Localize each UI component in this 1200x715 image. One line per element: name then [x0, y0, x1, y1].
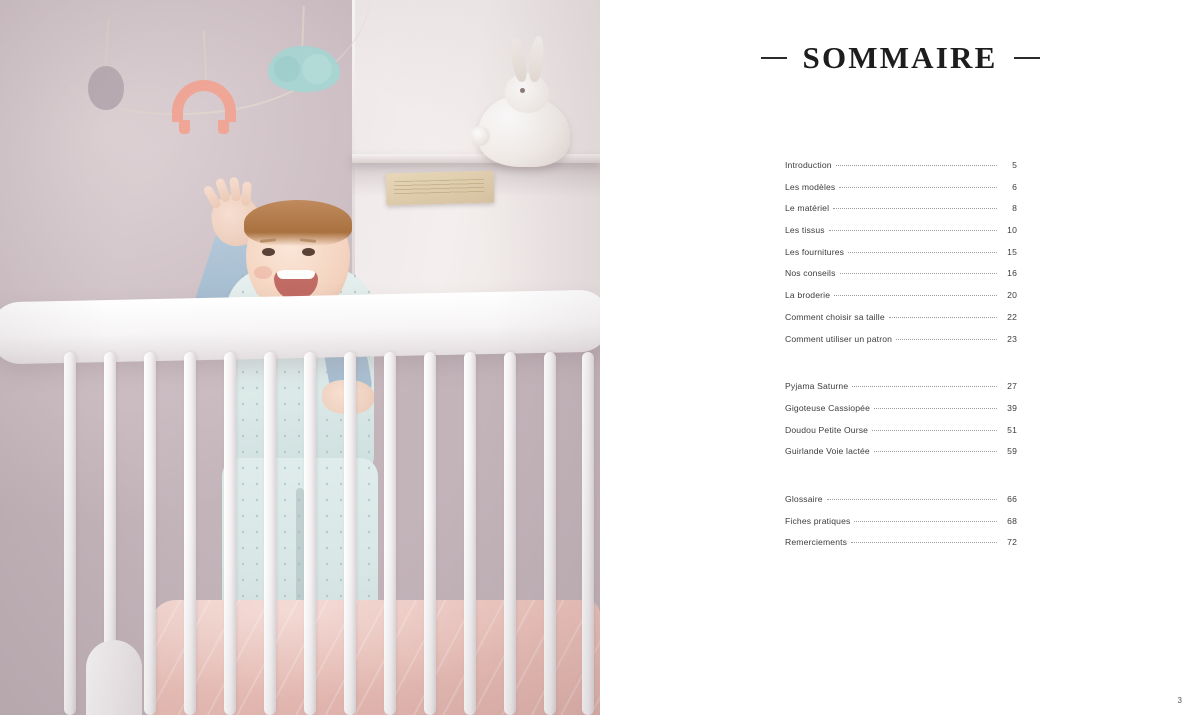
toc-group-back-matter: [785, 494, 1017, 559]
toc-entry[interactable]: [785, 312, 1017, 334]
crib-bar: [264, 352, 276, 715]
toc-entry-label: Gigoteuse Cassiopée: [785, 402, 871, 413]
toc-entry[interactable]: [785, 381, 1017, 403]
toc-entry-label: Glossaire: [785, 493, 823, 504]
toc-leader-dots: [827, 499, 997, 500]
toc-entry-page: 16: [1007, 268, 1017, 279]
crib-bar: [184, 352, 196, 715]
toc-leader-dots: [874, 451, 997, 452]
table-of-contents-page: [600, 0, 1200, 715]
ceramic-rabbit-tail: [470, 126, 490, 146]
crib-bar: [304, 352, 316, 715]
toc-entry-page: 22: [1007, 311, 1017, 322]
crib-bar: [544, 352, 556, 715]
toc-entry-label: La broderie: [785, 290, 831, 301]
toc-entry[interactable]: [785, 425, 1017, 447]
toc-entry[interactable]: [785, 290, 1017, 312]
toc-entry-page: 5: [1012, 160, 1017, 170]
toc-group-front-matter: [785, 160, 1017, 355]
grey-cloud-ornament: [88, 66, 124, 110]
toc-leader-dots: [872, 430, 997, 431]
toc-leader-dots: [834, 295, 997, 296]
toc-entry[interactable]: [785, 494, 1017, 516]
crib-bar: [582, 352, 594, 715]
toc-entry-label: Les modèles: [785, 181, 836, 192]
crib-bar: [64, 352, 76, 715]
toc-leader-dots: [836, 165, 997, 166]
toc-entry-label: Pyjama Saturne: [785, 381, 849, 392]
toc-entry-label: Remerciements: [785, 537, 848, 548]
toc-list: [785, 160, 1017, 559]
toc-leader-dots: [839, 187, 997, 188]
toc-entry-label: Comment choisir sa taille: [785, 311, 885, 322]
title-dash-right-icon: [1014, 57, 1040, 59]
toc-entry[interactable]: [785, 446, 1017, 468]
toc-entry[interactable]: [785, 182, 1017, 204]
toc-entry-label: Le matériel: [785, 203, 830, 214]
toc-entry-page: 23: [1007, 333, 1017, 344]
crib-bar: [144, 352, 156, 715]
toc-entry[interactable]: [785, 516, 1017, 538]
toc-entry[interactable]: [785, 225, 1017, 247]
toc-entry-label: Introduction: [785, 160, 832, 170]
page-folio: 3: [1177, 696, 1182, 705]
crib-bar: [464, 352, 476, 715]
toc-entry-page: 20: [1007, 290, 1017, 301]
crib-bars: [64, 352, 594, 715]
toc-entry-label: Nos conseils: [785, 268, 836, 279]
toc-leader-dots: [874, 408, 997, 409]
toc-entry[interactable]: [785, 247, 1017, 269]
toc-entry-label: Fiches pratiques: [785, 515, 851, 526]
toc-entry-page: 72: [1007, 537, 1017, 548]
toc-leader-dots: [829, 230, 997, 231]
toc-entry-page: 51: [1007, 424, 1017, 435]
title-dash-left-icon: [761, 57, 787, 59]
crib-bar: [384, 352, 396, 715]
toc-leader-dots: [833, 208, 997, 209]
blue-cloud-ornament: [268, 46, 340, 92]
toc-entry-label: Les fournitures: [785, 246, 845, 257]
page-title-text: SOMMAIRE: [802, 40, 998, 75]
page-title: [600, 40, 1200, 76]
baby-eye-right: [302, 248, 315, 256]
toc-leader-dots: [889, 317, 997, 318]
toc-leader-dots: [851, 542, 997, 543]
toc-entry-page: 10: [1007, 225, 1017, 236]
toc-entry-page: 15: [1007, 246, 1017, 257]
toc-entry[interactable]: [785, 537, 1017, 559]
ceramic-rabbit-eye: [520, 88, 525, 93]
crib-bar: [504, 352, 516, 715]
toc-entry-page: 66: [1007, 493, 1017, 504]
baby-cheek: [254, 266, 272, 279]
toc-entry-label: Comment utiliser un patron: [785, 333, 893, 344]
toc-entry-page: 59: [1007, 446, 1017, 457]
toc-entry-label: Doudou Petite Ourse: [785, 424, 869, 435]
toc-entry[interactable]: [785, 160, 1017, 182]
toc-entry[interactable]: [785, 334, 1017, 356]
toc-entry[interactable]: [785, 203, 1017, 225]
toc-leader-dots: [896, 339, 997, 340]
toc-leader-dots: [840, 273, 997, 274]
toc-entry-page: 8: [1012, 203, 1017, 214]
toc-leader-dots: [852, 386, 997, 387]
toc-entry-label: Les tissus: [785, 225, 825, 236]
baby-eye-left: [262, 248, 275, 256]
toc-entry[interactable]: [785, 403, 1017, 425]
toc-group-projects: [785, 381, 1017, 468]
crib-bar: [344, 352, 356, 715]
toc-entry-label: Guirlande Voie lactée: [785, 446, 870, 457]
crib-bar: [424, 352, 436, 715]
toc-entry-page: 68: [1007, 515, 1017, 526]
toc-entry[interactable]: [785, 268, 1017, 290]
toc-entry-page: 39: [1007, 402, 1017, 413]
ceramic-rabbit-head: [505, 73, 549, 113]
crib-bar: [224, 352, 236, 715]
crib-corner-post: [86, 640, 142, 715]
toc-entry-page: 27: [1007, 381, 1017, 392]
toc-leader-dots: [854, 521, 997, 522]
finger: [241, 181, 252, 206]
toc-leader-dots: [848, 252, 997, 253]
toc-entry-page: 6: [1012, 181, 1017, 192]
